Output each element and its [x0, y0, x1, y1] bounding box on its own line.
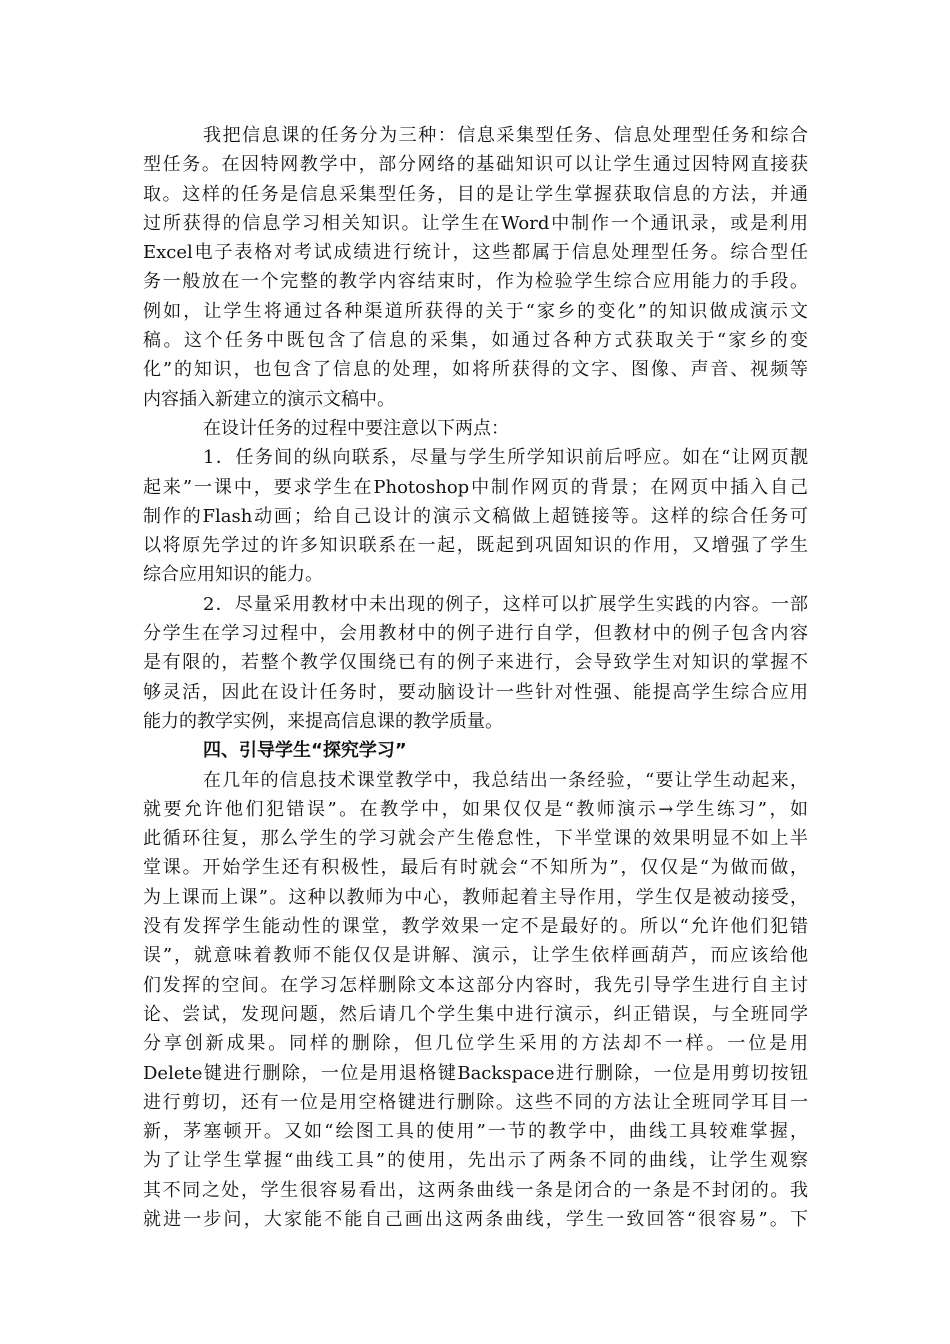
text-line: 们发挥的空间。在学习怎样删除文本这部分内容时，我先引导学生进行自主讨 [143, 974, 808, 996]
text-line: 就进一步问，大家能不能自己画出这两条曲线，学生一致回答“很容易”。下 [143, 1208, 808, 1230]
text-line: 进行剪切，还有一位是用空格键进行删除。这些不同的方法让全班同学耳目一 [143, 1091, 808, 1113]
text-line: 够灵活，因此在设计任务时，要动脑设计一些针对性强、能提高学生综合应用 [143, 681, 808, 703]
text-line: 分学生在学习过程中，会用教材中的例子进行自学，但教材中的例子包含内容 [143, 623, 808, 645]
text-line: 取。这样的任务是信息采集型任务，目的是让学生掌握获取信息的方法，并通 [143, 183, 808, 205]
text-line: 内容插入新建立的演示文稿中。 [143, 388, 395, 410]
text-line: 分享创新成果。同样的删除，但几位学生采用的方法却不一样。一位是用 [143, 1033, 808, 1055]
text-line: 在设计任务的过程中要注意以下两点： [203, 417, 509, 439]
section-heading: 四、引导学生“探究学习” [203, 740, 407, 762]
text-line: 以将原先学过的许多知识联系在一起，既起到巩固知识的作用，又增强了学生 [143, 535, 808, 557]
text-line: 综合应用知识的能力。 [143, 564, 323, 586]
text-line: 在几年的信息技术课堂教学中，我总结出一条经验，“要让学生动起来， [203, 769, 808, 791]
text-line: 误”，就意味着教师不能仅仅是讲解、演示，让学生依样画葫芦，而应该给他 [143, 945, 808, 967]
text-line: 我把信息课的任务分为三种：信息采集型任务、信息处理型任务和综合 [203, 125, 808, 146]
text-line: 起来”一课中，要求学生在Photoshop中制作网页的背景；在网页中插入自己 [143, 476, 808, 498]
text-line: 新，茅塞顿开。又如“绘图工具的使用”一节的教学中，曲线工具较难掌握， [143, 1121, 808, 1143]
text-line: 为上课而上课”。这种以教师为中心，教师起着主导作用，学生仅是被动接受， [143, 886, 808, 908]
text-line: 型任务。在因特网教学中，部分网络的基础知识可以让学生通过因特网直接获 [143, 154, 808, 176]
text-line: 没有发挥学生能动性的课堂，教学效果一定不是最好的。所以“允许他们犯错 [143, 916, 808, 938]
text-line: 化”的知识，也包含了信息的处理，如将所获得的文字、图像、声音、视频等 [143, 359, 808, 381]
text-line: 此循环往复，那么学生的学习就会产生倦怠性，下半堂课的效果明显不如上半 [143, 828, 808, 850]
text-line: 就要允许他们犯错误”。在教学中，如果仅仅是“教师演示→学生练习”，如 [143, 798, 808, 820]
text-line: 论、尝试，发现问题，然后请几个学生集中进行演示，纠正错误，与全班同学 [143, 1003, 808, 1025]
text-line: 2．尽量采用教材中未出现的例子，这样可以扩展学生实践的内容。一部 [203, 593, 808, 615]
body-text [143, 121, 808, 1234]
text-line: 1．任务间的纵向联系，尽量与学生所学知识前后呼应。如在“让网页靓 [203, 447, 808, 469]
text-line: 堂课。开始学生还有积极性，最后有时就会“不知所为”，仅仅是“为做而做， [143, 857, 808, 879]
text-line: 其不同之处，学生很容易看出，这两条曲线一条是闭合的一条是不封闭的。我 [143, 1179, 808, 1201]
text-line: 是有限的，若整个教学仅围绕已有的例子来进行，会导致学生对知识的掌握不 [143, 652, 808, 674]
text-line: 稿。这个任务中既包含了信息的采集，如通过各种方式获取关于“家乡的变 [143, 330, 808, 352]
text-line: 过所获得的信息学习相关知识。让学生在Word中制作一个通讯录，或是利用 [143, 212, 808, 234]
text-line: 能力的教学实例，来提高信息课的教学质量。 [143, 710, 503, 732]
text-line: 例如，让学生将通过各种渠道所获得的关于“家乡的变化”的知识做成演示文 [143, 300, 808, 322]
text-line: 为了让学生掌握“曲线工具”的使用，先出示了两条不同的曲线，让学生观察 [143, 1150, 808, 1172]
text-line: Delete键进行删除，一位是用退格键Backspace进行删除，一位是用剪切按钮 [143, 1062, 808, 1084]
text-line: 制作的Flash动画；给自己设计的演示文稿做上超链接等。这样的综合任务可 [143, 505, 808, 527]
text-line: 务一般放在一个完整的教学内容结束时，作为检验学生综合应用能力的手段。 [143, 271, 808, 293]
text-line: Excel电子表格对考试成绩进行统计，这些都属于信息处理型任务。综合型任 [143, 242, 808, 264]
